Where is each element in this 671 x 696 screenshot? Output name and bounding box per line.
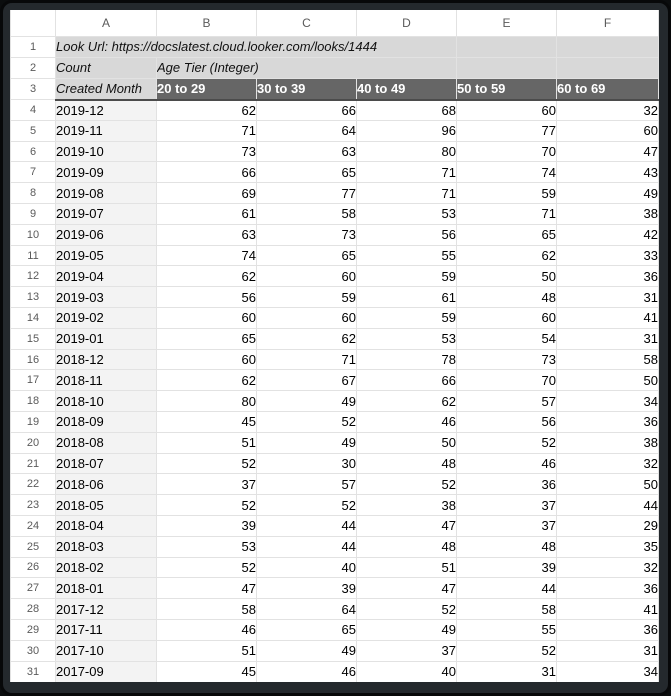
value-cell[interactable]: 46 xyxy=(357,412,457,433)
value-cell[interactable]: 62 xyxy=(157,266,257,287)
data-row xyxy=(11,141,659,162)
value-cell[interactable]: 71 xyxy=(157,120,257,141)
month-cell[interactable]: 2018-10 xyxy=(56,391,157,412)
value-cell[interactable]: 44 xyxy=(557,495,659,516)
value-cell[interactable]: 41 xyxy=(557,599,659,620)
month-cell[interactable]: 2017-09 xyxy=(56,661,157,682)
value-cell[interactable]: 60 xyxy=(457,308,557,329)
month-cell[interactable]: 2019-10 xyxy=(56,141,157,162)
month-cell[interactable]: 2019-01 xyxy=(56,328,157,349)
value-cell[interactable]: 46 xyxy=(457,453,557,474)
row-number[interactable]: 27 xyxy=(11,578,56,599)
value-cell[interactable]: 34 xyxy=(557,391,659,412)
value-cell[interactable]: 44 xyxy=(257,536,357,557)
empty-cell[interactable] xyxy=(557,57,659,78)
row-number[interactable]: 13 xyxy=(11,287,56,308)
value-cell[interactable]: 49 xyxy=(557,183,659,204)
month-cell[interactable]: 2018-03 xyxy=(56,536,157,557)
value-cell[interactable]: 66 xyxy=(157,162,257,183)
empty-cell[interactable] xyxy=(557,36,659,57)
row-number[interactable]: 10 xyxy=(11,224,56,245)
value-cell[interactable]: 53 xyxy=(357,328,457,349)
month-cell[interactable]: 2018-08 xyxy=(56,432,157,453)
value-cell[interactable]: 45 xyxy=(157,661,257,682)
tier-cell-60-69[interactable]: 60 to 69 xyxy=(557,78,659,99)
value-cell[interactable]: 41 xyxy=(557,308,659,329)
value-cell[interactable]: 71 xyxy=(357,183,457,204)
tier-cell-50-59[interactable]: 50 to 59 xyxy=(457,78,557,99)
value-cell[interactable]: 59 xyxy=(257,287,357,308)
row-number[interactable]: 23 xyxy=(11,495,56,516)
look-url-cell[interactable]: Look Url: https://docslatest.cloud.looker.com/looks/1444 xyxy=(56,36,457,57)
value-cell[interactable]: 34 xyxy=(557,661,659,682)
value-cell[interactable]: 45 xyxy=(157,412,257,433)
row-number[interactable]: 31 xyxy=(11,661,56,682)
data-row xyxy=(11,412,659,433)
value-cell[interactable]: 62 xyxy=(357,391,457,412)
month-cell[interactable]: 2019-05 xyxy=(56,245,157,266)
row-number[interactable]: 9 xyxy=(11,204,56,225)
month-cell[interactable]: 2018-07 xyxy=(56,453,157,474)
value-cell[interactable]: 31 xyxy=(557,328,659,349)
value-cell[interactable]: 49 xyxy=(357,619,457,640)
value-cell[interactable]: 47 xyxy=(357,578,457,599)
row-number[interactable]: 22 xyxy=(11,474,56,495)
value-cell[interactable]: 61 xyxy=(357,287,457,308)
row-number[interactable]: 21 xyxy=(11,453,56,474)
column-header-f[interactable]: F xyxy=(557,10,659,36)
value-cell[interactable]: 53 xyxy=(357,204,457,225)
data-row xyxy=(11,224,659,245)
data-row xyxy=(11,432,659,453)
value-cell[interactable]: 65 xyxy=(457,224,557,245)
value-cell[interactable]: 65 xyxy=(257,245,357,266)
month-cell[interactable]: 2018-02 xyxy=(56,557,157,578)
data-row xyxy=(11,204,659,225)
value-cell[interactable]: 77 xyxy=(257,183,357,204)
value-cell[interactable]: 39 xyxy=(157,516,257,537)
value-cell[interactable]: 37 xyxy=(457,495,557,516)
value-cell[interactable]: 59 xyxy=(357,266,457,287)
value-cell[interactable]: 63 xyxy=(157,224,257,245)
value-cell[interactable]: 51 xyxy=(157,432,257,453)
value-cell[interactable]: 58 xyxy=(457,599,557,620)
value-cell[interactable]: 66 xyxy=(257,100,357,121)
value-cell[interactable]: 32 xyxy=(557,453,659,474)
count-label-cell[interactable]: Count xyxy=(56,57,157,78)
value-cell[interactable]: 39 xyxy=(257,578,357,599)
row-number[interactable]: 7 xyxy=(11,162,56,183)
data-row xyxy=(11,245,659,266)
row-number[interactable]: 24 xyxy=(11,516,56,537)
value-cell[interactable]: 39 xyxy=(457,557,557,578)
value-cell[interactable]: 58 xyxy=(257,204,357,225)
row-number[interactable]: 28 xyxy=(11,599,56,620)
value-cell[interactable]: 37 xyxy=(357,640,457,661)
value-cell[interactable]: 74 xyxy=(457,162,557,183)
column-header-row xyxy=(11,10,659,36)
row-number[interactable]: 17 xyxy=(11,370,56,391)
data-row xyxy=(11,162,659,183)
value-cell[interactable]: 55 xyxy=(457,619,557,640)
month-cell[interactable]: 2019-03 xyxy=(56,287,157,308)
empty-cell[interactable] xyxy=(457,57,557,78)
data-row xyxy=(11,349,659,370)
value-cell[interactable]: 50 xyxy=(557,474,659,495)
value-cell[interactable]: 43 xyxy=(557,162,659,183)
data-row xyxy=(11,287,659,308)
value-cell[interactable]: 57 xyxy=(457,391,557,412)
value-cell[interactable]: 57 xyxy=(257,474,357,495)
value-cell[interactable]: 73 xyxy=(457,349,557,370)
data-row xyxy=(11,453,659,474)
value-cell[interactable]: 60 xyxy=(157,308,257,329)
data-row xyxy=(11,578,659,599)
data-row xyxy=(11,328,659,349)
data-row xyxy=(11,308,659,329)
row-number[interactable]: 5 xyxy=(11,120,56,141)
value-cell[interactable]: 62 xyxy=(157,100,257,121)
value-cell[interactable]: 68 xyxy=(357,100,457,121)
month-cell[interactable]: 2019-11 xyxy=(56,120,157,141)
month-cell[interactable]: 2018-06 xyxy=(56,474,157,495)
meta-row-measure xyxy=(11,57,659,78)
month-cell[interactable]: 2019-02 xyxy=(56,308,157,329)
value-cell[interactable]: 77 xyxy=(457,120,557,141)
value-cell[interactable]: 52 xyxy=(157,453,257,474)
value-cell[interactable]: 58 xyxy=(557,349,659,370)
value-cell[interactable]: 60 xyxy=(257,308,357,329)
value-cell[interactable]: 33 xyxy=(557,245,659,266)
month-cell[interactable]: 2019-07 xyxy=(56,204,157,225)
value-cell[interactable]: 36 xyxy=(557,412,659,433)
column-header-b[interactable]: B xyxy=(157,10,257,36)
month-cell[interactable]: 2017-10 xyxy=(56,640,157,661)
value-cell[interactable]: 36 xyxy=(457,474,557,495)
row-number[interactable]: 29 xyxy=(11,619,56,640)
value-cell[interactable]: 31 xyxy=(557,287,659,308)
month-cell[interactable]: 2018-12 xyxy=(56,349,157,370)
month-cell[interactable]: 2018-04 xyxy=(56,516,157,537)
column-header-d[interactable]: D xyxy=(357,10,457,36)
value-cell[interactable]: 36 xyxy=(557,266,659,287)
value-cell[interactable]: 46 xyxy=(157,619,257,640)
tier-cell-40-49[interactable]: 40 to 49 xyxy=(357,78,457,99)
month-cell[interactable]: 2019-12 xyxy=(56,100,157,121)
value-cell[interactable]: 52 xyxy=(457,432,557,453)
value-cell[interactable]: 35 xyxy=(557,536,659,557)
value-cell[interactable]: 60 xyxy=(157,349,257,370)
value-cell[interactable]: 71 xyxy=(357,162,457,183)
data-row xyxy=(11,370,659,391)
row-number[interactable]: 25 xyxy=(11,536,56,557)
value-cell[interactable]: 50 xyxy=(357,432,457,453)
value-cell[interactable]: 70 xyxy=(457,141,557,162)
value-cell[interactable]: 52 xyxy=(257,412,357,433)
value-cell[interactable]: 58 xyxy=(157,599,257,620)
value-cell[interactable]: 42 xyxy=(557,224,659,245)
value-cell[interactable]: 48 xyxy=(357,453,457,474)
row-number[interactable]: 16 xyxy=(11,349,56,370)
value-cell[interactable]: 60 xyxy=(257,266,357,287)
data-row xyxy=(11,536,659,557)
created-month-label-cell[interactable]: Created Month xyxy=(56,78,157,99)
data-row xyxy=(11,474,659,495)
spreadsheet xyxy=(10,10,659,682)
row-number[interactable]: 1 xyxy=(11,36,56,57)
month-cell[interactable]: 2018-05 xyxy=(56,495,157,516)
empty-cell[interactable] xyxy=(457,36,557,57)
data-row xyxy=(11,495,659,516)
value-cell[interactable]: 40 xyxy=(257,557,357,578)
value-cell[interactable]: 59 xyxy=(357,308,457,329)
value-cell[interactable]: 56 xyxy=(157,287,257,308)
column-header-c[interactable]: C xyxy=(257,10,357,36)
value-cell[interactable]: 46 xyxy=(257,661,357,682)
value-cell[interactable]: 52 xyxy=(357,474,457,495)
value-cell[interactable]: 50 xyxy=(457,266,557,287)
value-cell[interactable]: 65 xyxy=(257,162,357,183)
month-cell[interactable]: 2017-12 xyxy=(56,599,157,620)
row-number[interactable]: 19 xyxy=(11,412,56,433)
value-cell[interactable]: 56 xyxy=(457,412,557,433)
data-row xyxy=(11,100,659,121)
row-number[interactable]: 20 xyxy=(11,432,56,453)
value-cell[interactable]: 52 xyxy=(357,599,457,620)
value-cell[interactable]: 52 xyxy=(157,557,257,578)
data-row xyxy=(11,599,659,620)
row-number[interactable]: 2 xyxy=(11,57,56,78)
month-cell[interactable]: 2018-11 xyxy=(56,370,157,391)
value-cell[interactable]: 96 xyxy=(357,120,457,141)
value-cell[interactable]: 54 xyxy=(457,328,557,349)
month-cell[interactable]: 2019-04 xyxy=(56,266,157,287)
value-cell[interactable]: 71 xyxy=(257,349,357,370)
value-cell[interactable]: 59 xyxy=(457,183,557,204)
data-row xyxy=(11,391,659,412)
row-number[interactable]: 6 xyxy=(11,141,56,162)
value-cell[interactable]: 69 xyxy=(157,183,257,204)
column-header-e[interactable]: E xyxy=(457,10,557,36)
value-cell[interactable]: 38 xyxy=(557,432,659,453)
value-cell[interactable]: 66 xyxy=(357,370,457,391)
age-tier-label-cell[interactable]: Age Tier (Integer) xyxy=(157,57,457,78)
month-cell[interactable]: 2019-06 xyxy=(56,224,157,245)
value-cell[interactable]: 32 xyxy=(557,100,659,121)
tier-header-row xyxy=(11,78,659,99)
month-cell[interactable]: 2018-09 xyxy=(56,412,157,433)
value-cell[interactable]: 62 xyxy=(457,245,557,266)
value-cell[interactable]: 73 xyxy=(157,141,257,162)
value-cell[interactable]: 61 xyxy=(157,204,257,225)
value-cell[interactable]: 48 xyxy=(457,536,557,557)
value-cell[interactable]: 80 xyxy=(157,391,257,412)
select-all-corner[interactable] xyxy=(11,10,56,36)
value-cell[interactable]: 49 xyxy=(257,432,357,453)
value-cell[interactable]: 48 xyxy=(357,536,457,557)
value-cell[interactable]: 48 xyxy=(457,287,557,308)
value-cell[interactable]: 62 xyxy=(157,370,257,391)
value-cell[interactable]: 53 xyxy=(157,536,257,557)
value-cell[interactable]: 29 xyxy=(557,516,659,537)
value-cell[interactable]: 65 xyxy=(257,619,357,640)
value-cell[interactable]: 50 xyxy=(557,370,659,391)
value-cell[interactable]: 47 xyxy=(557,141,659,162)
value-cell[interactable]: 38 xyxy=(557,204,659,225)
value-cell[interactable]: 52 xyxy=(157,495,257,516)
value-cell[interactable]: 47 xyxy=(357,516,457,537)
row-number[interactable]: 3 xyxy=(11,78,56,99)
value-cell[interactable]: 36 xyxy=(557,619,659,640)
row-number[interactable]: 18 xyxy=(11,391,56,412)
row-number[interactable]: 26 xyxy=(11,557,56,578)
value-cell[interactable]: 64 xyxy=(257,599,357,620)
data-row xyxy=(11,516,659,537)
value-cell[interactable]: 60 xyxy=(457,100,557,121)
value-cell[interactable]: 40 xyxy=(357,661,457,682)
month-cell[interactable]: 2018-01 xyxy=(56,578,157,599)
tier-cell-30-39[interactable]: 30 to 39 xyxy=(257,78,357,99)
column-header-a[interactable]: A xyxy=(56,10,157,36)
value-cell[interactable]: 52 xyxy=(257,495,357,516)
spreadsheet-grid xyxy=(10,10,659,682)
row-number[interactable]: 11 xyxy=(11,245,56,266)
month-cell[interactable]: 2019-08 xyxy=(56,183,157,204)
value-cell[interactable]: 44 xyxy=(457,578,557,599)
row-number[interactable]: 15 xyxy=(11,328,56,349)
value-cell[interactable]: 62 xyxy=(257,328,357,349)
value-cell[interactable]: 37 xyxy=(157,474,257,495)
value-cell[interactable]: 55 xyxy=(357,245,457,266)
value-cell[interactable]: 80 xyxy=(357,141,457,162)
value-cell[interactable]: 49 xyxy=(257,640,357,661)
value-cell[interactable]: 73 xyxy=(257,224,357,245)
value-cell[interactable]: 51 xyxy=(357,557,457,578)
value-cell[interactable]: 74 xyxy=(157,245,257,266)
value-cell[interactable]: 37 xyxy=(457,516,557,537)
value-cell[interactable]: 56 xyxy=(357,224,457,245)
value-cell[interactable]: 31 xyxy=(557,640,659,661)
value-cell[interactable]: 36 xyxy=(557,578,659,599)
data-row xyxy=(11,640,659,661)
row-number[interactable]: 12 xyxy=(11,266,56,287)
month-cell[interactable]: 2019-09 xyxy=(56,162,157,183)
data-row xyxy=(11,661,659,682)
value-cell[interactable]: 38 xyxy=(357,495,457,516)
row-number[interactable]: 14 xyxy=(11,308,56,329)
value-cell[interactable]: 44 xyxy=(257,516,357,537)
value-cell[interactable]: 67 xyxy=(257,370,357,391)
value-cell[interactable]: 47 xyxy=(157,578,257,599)
value-cell[interactable]: 49 xyxy=(257,391,357,412)
tier-cell-20-29[interactable]: 20 to 29 xyxy=(157,78,257,99)
value-cell[interactable]: 30 xyxy=(257,453,357,474)
value-cell[interactable]: 60 xyxy=(557,120,659,141)
data-row xyxy=(11,183,659,204)
row-number[interactable]: 8 xyxy=(11,183,56,204)
month-cell[interactable]: 2017-11 xyxy=(56,619,157,640)
row-number[interactable]: 30 xyxy=(11,640,56,661)
value-cell[interactable]: 32 xyxy=(557,557,659,578)
data-row xyxy=(11,120,659,141)
value-cell[interactable]: 31 xyxy=(457,661,557,682)
value-cell[interactable]: 78 xyxy=(357,349,457,370)
value-cell[interactable]: 51 xyxy=(157,640,257,661)
value-cell[interactable]: 70 xyxy=(457,370,557,391)
data-row xyxy=(11,557,659,578)
value-cell[interactable]: 52 xyxy=(457,640,557,661)
value-cell[interactable]: 65 xyxy=(157,328,257,349)
data-row xyxy=(11,619,659,640)
value-cell[interactable]: 63 xyxy=(257,141,357,162)
value-cell[interactable]: 71 xyxy=(457,204,557,225)
meta-row-look-url xyxy=(11,36,659,57)
data-row xyxy=(11,266,659,287)
value-cell[interactable]: 64 xyxy=(257,120,357,141)
row-number[interactable]: 4 xyxy=(11,100,56,121)
